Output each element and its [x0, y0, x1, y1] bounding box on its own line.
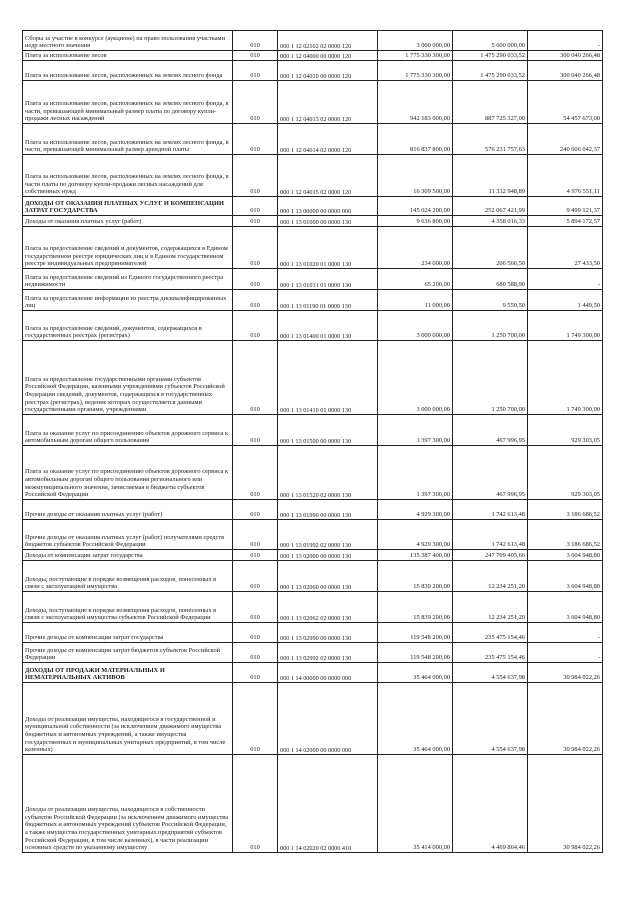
- row-remaining-amount: 9 499 121,37: [528, 197, 603, 216]
- row-kbk-code: 000 1 13 01020 01 0000 130: [278, 227, 378, 269]
- row-name: Доходы от компенсации затрат государства: [23, 550, 233, 561]
- row-fact-amount: 12 234 251,20: [453, 592, 528, 623]
- row-kbk-code: 000 1 13 01400 01 0000 130: [278, 311, 378, 341]
- table-row: [23, 592, 603, 623]
- row-plan-amount: 4 929 300,00: [378, 500, 453, 520]
- row-code: 010: [233, 755, 278, 853]
- row-remaining-amount: 240 606 042,37: [528, 124, 603, 155]
- row-remaining-amount: 1 749 300,00: [528, 311, 603, 341]
- row-name: Плата за оказание услуг по присоединению объектов дорожного сервиса к автомобильным дорогам общего пользования: [23, 415, 233, 446]
- row-name: Плата за предоставление государственными органами субъектов Российской Федерации, казенными учреждениями субъектов Российской Федерации сведений, документов, содержащихся в государственных реестрах (регистрах), ведение которых осуществляется данными государственными органами, учреждениями: [23, 341, 233, 415]
- row-kbk-code: 000 1 14 02020 02 0000 410: [278, 755, 378, 853]
- row-kbk-code: 000 1 12 04013 02 0000 120: [278, 81, 378, 124]
- table-row: [23, 290, 603, 311]
- table-row: [23, 500, 603, 520]
- row-fact-amount: 1 742 613,48: [453, 520, 528, 550]
- row-name: Прочие доходы от компенсации затрат государства: [23, 623, 233, 643]
- table-row: [23, 31, 603, 51]
- row-plan-amount: 1 775 330 300,00: [378, 51, 453, 61]
- row-name: Плата за использование лесов, расположенных на землях лесного фонда: [23, 61, 233, 81]
- row-name: Прочие доходы от оказания платных услуг (работ): [23, 500, 233, 520]
- table-row: [23, 623, 603, 643]
- row-name: Плата за предоставление сведений и документов, содержащихся в Едином государственном реестре юридических лиц и в Едином государственном реестре индивидуальных предпринимателей: [23, 227, 233, 269]
- row-fact-amount: 4 469 864,46: [453, 755, 528, 853]
- row-fact-amount: 887 725 327,00: [453, 81, 528, 124]
- row-fact-amount: 1 475 290 033,52: [453, 51, 528, 61]
- row-code: 010: [233, 592, 278, 623]
- table-row: [23, 311, 603, 341]
- row-fact-amount: 12 234 251,20: [453, 561, 528, 592]
- table-row: [23, 227, 603, 269]
- row-fact-amount: 11 332 948,89: [453, 155, 528, 197]
- row-fact-amount: 206 566,50: [453, 227, 528, 269]
- row-code: 010: [233, 415, 278, 446]
- row-name: Сборы за участие в конкурсе (аукционе) на право пользования участками недр местного значения: [23, 31, 233, 51]
- row-code: 010: [233, 197, 278, 216]
- row-plan-amount: 15 839 200,00: [378, 592, 453, 623]
- table-row: [23, 415, 603, 446]
- table-row: [23, 341, 603, 415]
- row-code: 010: [233, 51, 278, 61]
- row-code: 010: [233, 623, 278, 643]
- table-row: [23, 81, 603, 124]
- row-plan-amount: 1 397 300,00: [378, 446, 453, 500]
- row-fact-amount: 9 550,50: [453, 290, 528, 311]
- row-kbk-code: 000 1 13 02992 02 0000 130: [278, 643, 378, 663]
- row-kbk-code: 000 1 13 01000 00 0000 130: [278, 216, 378, 227]
- table-row: [23, 124, 603, 155]
- row-remaining-amount: 3 604 948,80: [528, 592, 603, 623]
- row-remaining-amount: 5 894 172,57: [528, 216, 603, 227]
- row-remaining-amount: 3 604 948,80: [528, 550, 603, 561]
- row-fact-amount: 4 358 016,33: [453, 216, 528, 227]
- table-row: [23, 446, 603, 500]
- row-code: 010: [233, 550, 278, 561]
- row-fact-amount: 1 250 700,00: [453, 341, 528, 415]
- row-plan-amount: 3 000 000,00: [378, 31, 453, 51]
- row-name: Доходы от оказания платных услуг (работ): [23, 216, 233, 227]
- row-name: Плата за использование лесов: [23, 51, 233, 61]
- row-name: Доходы от реализации имущества, находящегося в собственности субъектов Российской Федерации (за исключением движимого имущества бюджетных и автономных учреждений субъектов Российской Федерации, а также имущества государственных унитарных предприятий субъектов Российской Федерации, в том числе казенных), в части реализации основных средств по указанному имуществу: [23, 755, 233, 853]
- table-row: [23, 216, 603, 227]
- row-kbk-code: 000 1 12 02102 02 0000 120: [278, 31, 378, 51]
- row-plan-amount: 65 200,00: [378, 269, 453, 290]
- revenue-table-body: [23, 31, 603, 853]
- row-code: 010: [233, 446, 278, 500]
- row-code: 010: [233, 561, 278, 592]
- table-row: [23, 683, 603, 755]
- row-code: 010: [233, 61, 278, 81]
- row-plan-amount: 9 636 800,00: [378, 216, 453, 227]
- row-kbk-code: 000 1 13 01520 02 0000 130: [278, 446, 378, 500]
- row-kbk-code: 000 1 13 02060 00 0000 130: [278, 561, 378, 592]
- revenue-table: [22, 30, 603, 853]
- row-fact-amount: 4 554 637,98: [453, 663, 528, 683]
- row-remaining-amount: 3 186 686,52: [528, 520, 603, 550]
- row-fact-amount: 1 250 700,00: [453, 311, 528, 341]
- row-name: Плата за использование лесов, расположенных на землях лесного фонда, в части платы по договору купли-продажи лесных насаждений для собственных нужд: [23, 155, 233, 197]
- table-row: [23, 61, 603, 81]
- row-name: Плата за использование лесов, расположенных на землях лесного фонда, в части, превышающей минимальный размер арендной платы: [23, 124, 233, 155]
- row-code: 010: [233, 683, 278, 755]
- row-remaining-amount: 27 433,50: [528, 227, 603, 269]
- row-plan-amount: 234 000,00: [378, 227, 453, 269]
- row-plan-amount: 135 387 400,00: [378, 550, 453, 561]
- row-code: 010: [233, 124, 278, 155]
- row-kbk-code: 000 1 13 01992 02 0000 130: [278, 520, 378, 550]
- row-kbk-code: 000 1 13 02062 02 0000 130: [278, 592, 378, 623]
- table-row: [23, 155, 603, 197]
- row-kbk-code: 000 1 13 01190 01 0000 130: [278, 290, 378, 311]
- row-plan-amount: 15 839 200,00: [378, 561, 453, 592]
- row-code: 010: [233, 155, 278, 197]
- row-plan-amount: 119 548 200,00: [378, 643, 453, 663]
- row-name: Доходы от реализации имущества, находящегося в государственной и муниципальной собственности (за исключением движимого имущества бюджетных и автономных учреждений, а также имущества государственных и муниципальных унитарных предприятий, в том числе казенных): [23, 683, 233, 755]
- row-fact-amount: 1 742 613,48: [453, 500, 528, 520]
- row-kbk-code: 000 1 12 04000 00 0000 120: [278, 51, 378, 61]
- row-kbk-code: 000 1 12 04010 00 0000 120: [278, 61, 378, 81]
- row-code: 010: [233, 520, 278, 550]
- row-plan-amount: 942 183 000,00: [378, 81, 453, 124]
- row-remaining-amount: 1 449,50: [528, 290, 603, 311]
- row-fact-amount: 247 709 405,66: [453, 550, 528, 561]
- row-remaining-amount: 929 303,05: [528, 446, 603, 500]
- row-fact-amount: 1 475 290 033,52: [453, 61, 528, 81]
- row-kbk-code: 000 1 14 02000 00 0000 000: [278, 683, 378, 755]
- row-name: Доходы, поступающие в порядке возмещения расходов, понесенных в связи с эксплуатацией имущества субъектов Российской Федерации: [23, 592, 233, 623]
- row-code: 010: [233, 500, 278, 520]
- row-plan-amount: 35 464 000,00: [378, 663, 453, 683]
- row-remaining-amount: 30 984 022,26: [528, 683, 603, 755]
- table-row: [23, 520, 603, 550]
- row-name: Плата за предоставление информации из реестра дисквалифицированных лиц: [23, 290, 233, 311]
- row-plan-amount: 816 837 800,00: [378, 124, 453, 155]
- row-remaining-amount: 300 040 266,48: [528, 51, 603, 61]
- row-code: 010: [233, 216, 278, 227]
- row-remaining-amount: 3 604 948,80: [528, 561, 603, 592]
- row-code: 010: [233, 31, 278, 51]
- row-remaining-amount: 4 976 551,11: [528, 155, 603, 197]
- row-name: Плата за использование лесов, расположенных на землях лесного фонда, в части, превышающей минимальный размер платы по договору купли-продажи лесных насаждений: [23, 81, 233, 124]
- row-name: Плата за предоставление сведений из Единого государственного реестра недвижимости: [23, 269, 233, 290]
- row-code: 010: [233, 341, 278, 415]
- row-name: Доходы, поступающие в порядке возмещения расходов, понесенных в связи с эксплуатацией имущества: [23, 561, 233, 592]
- row-plan-amount: 16 309 500,00: [378, 155, 453, 197]
- row-remaining-amount: 1 749 300,00: [528, 341, 603, 415]
- row-code: 010: [233, 643, 278, 663]
- row-plan-amount: 1 775 330 300,00: [378, 61, 453, 81]
- table-row: [23, 643, 603, 663]
- row-remaining-amount: 3 186 686,52: [528, 500, 603, 520]
- row-code: 010: [233, 269, 278, 290]
- row-fact-amount: 4 554 637,98: [453, 683, 528, 755]
- row-kbk-code: 000 1 14 00000 00 0000 000: [278, 663, 378, 683]
- row-fact-amount: 680 588,90: [453, 269, 528, 290]
- row-kbk-code: 000 1 13 02000 00 0000 130: [278, 550, 378, 561]
- row-code: 010: [233, 663, 278, 683]
- row-name: Прочие доходы от компенсации затрат бюджетов субъектов Российской Федерации: [23, 643, 233, 663]
- row-remaining-amount: -: [528, 31, 603, 51]
- table-row: [23, 561, 603, 592]
- row-code: 010: [233, 311, 278, 341]
- row-fact-amount: 467 996,95: [453, 415, 528, 446]
- row-name: ДОХОДЫ ОТ ОКАЗАНИЯ ПЛАТНЫХ УСЛУГ И КОМПЕНСАЦИИ ЗАТРАТ ГОСУДАРСТВА: [23, 197, 233, 216]
- row-name: ДОХОДЫ ОТ ПРОДАЖИ МАТЕРИАЛЬНЫХ И НЕМАТЕРИАЛЬНЫХ АКТИВОВ: [23, 663, 233, 683]
- row-name: Плата за оказание услуг по присоединению объектов дорожного сервиса к автомобильным дорогам общего пользования регионального или межмуниципального значения, зачисляемая в бюджеты субъектов Российской Федерации: [23, 446, 233, 500]
- row-code: 010: [233, 227, 278, 269]
- row-remaining-amount: -: [528, 643, 603, 663]
- row-name: Плата за предоставление сведений, документов, содержащихся в государственных реестрах (регистрах): [23, 311, 233, 341]
- row-kbk-code: 000 1 13 02990 00 0000 130: [278, 623, 378, 643]
- row-fact-amount: 5 600 000,00: [453, 31, 528, 51]
- row-kbk-code: 000 1 13 01031 01 0000 130: [278, 269, 378, 290]
- table-row: [23, 755, 603, 853]
- row-remaining-amount: 929 303,05: [528, 415, 603, 446]
- row-code: 010: [233, 81, 278, 124]
- row-kbk-code: 000 1 13 01500 00 0000 130: [278, 415, 378, 446]
- table-row: [23, 269, 603, 290]
- table-row: [23, 550, 603, 561]
- row-plan-amount: 11 000,00: [378, 290, 453, 311]
- row-plan-amount: 35 414 000,00: [378, 755, 453, 853]
- row-kbk-code: 000 1 13 00000 00 0000 000: [278, 197, 378, 216]
- row-remaining-amount: -: [528, 623, 603, 643]
- row-fact-amount: 576 231 757,63: [453, 124, 528, 155]
- row-plan-amount: 4 929 300,00: [378, 520, 453, 550]
- table-row: [23, 663, 603, 683]
- table-row: [23, 51, 603, 61]
- row-fact-amount: 252 067 421,99: [453, 197, 528, 216]
- row-code: 010: [233, 290, 278, 311]
- row-plan-amount: 35 464 000,00: [378, 683, 453, 755]
- row-plan-amount: 119 548 200,00: [378, 623, 453, 643]
- row-fact-amount: 467 996,95: [453, 446, 528, 500]
- row-fact-amount: 235 475 154,46: [453, 643, 528, 663]
- row-remaining-amount: 54 457 673,00: [528, 81, 603, 124]
- row-plan-amount: 145 024 200,00: [378, 197, 453, 216]
- row-plan-amount: 3 000 000,00: [378, 341, 453, 415]
- row-name: Прочие доходы от оказания платных услуг (работ) получателями средств бюджетов субъектов Российской Федерации: [23, 520, 233, 550]
- row-kbk-code: 000 1 12 04014 02 0000 120: [278, 124, 378, 155]
- row-kbk-code: 000 1 13 01990 00 0000 130: [278, 500, 378, 520]
- row-plan-amount: 3 000 000,00: [378, 311, 453, 341]
- row-remaining-amount: 30 984 022,26: [528, 663, 603, 683]
- row-fact-amount: 235 475 154,46: [453, 623, 528, 643]
- row-remaining-amount: 30 984 022,26: [528, 755, 603, 853]
- row-plan-amount: 1 397 300,00: [378, 415, 453, 446]
- report-page: [22, 30, 602, 853]
- row-remaining-amount: 300 040 266,48: [528, 61, 603, 81]
- row-remaining-amount: -: [528, 269, 603, 290]
- row-kbk-code: 000 1 12 04015 02 0000 120: [278, 155, 378, 197]
- row-kbk-code: 000 1 13 01410 01 0000 130: [278, 341, 378, 415]
- table-row: [23, 197, 603, 216]
